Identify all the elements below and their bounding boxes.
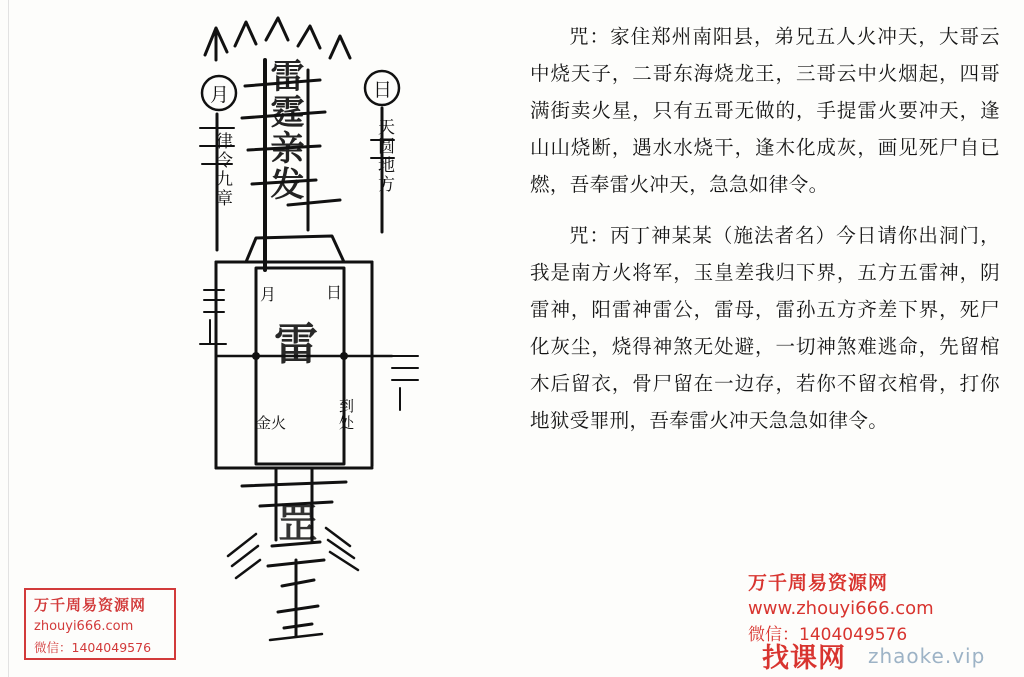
page-edge-line [8, 0, 9, 677]
watermark-site-name: 万千周易资源网 [748, 572, 889, 594]
talisman-top-glyph: 雷霆亲发 [264, 58, 304, 202]
paragraph-spell-2: 咒：丙丁神某某（施法者名）今日请你出洞门，我是南方火将军，玉皇差我归下界，五方五雷神，阴雷神，阳雷神雷公，雷母，雷孙五方齐差下界，死尸化灰尘，烧得神煞无处避，一切神煞难逃命，先留棺木后留衣，骨尸留在一边存，若你不留衣棺骨，打你地狱受罪刑，吾奉雷火冲天急急如律令。 [530, 224, 1000, 432]
talisman-small-left-label: 金火 [256, 414, 287, 432]
watermark-site-url: www.zhouyi666.com [748, 598, 934, 619]
watermark-wechat: 微信：1404049576 [748, 625, 908, 645]
talisman-moon-seal: 月 [210, 84, 230, 106]
resource-site-stamp [24, 588, 176, 660]
page-text-column [530, 18, 1000, 598]
paragraph-spell-1: 咒：家住郑州南阳县，弟兄五人火冲天，大哥云中烧天子，二哥东海烧龙王，三哥云中火烟起，四哥满街卖火星，只有五哥无做的，手提雷火要冲天，逢山山烧断，遇水水烧干，逢木化成灰，画见死尸自已燃，吾奉雷火冲天，急急如律令。 [530, 25, 1000, 196]
talisman-box-left-label: 月 [260, 285, 277, 304]
talisman-bottom-glyph: 罡 [278, 500, 318, 547]
talisman-left-column-text: 律令九章 [212, 132, 232, 208]
talisman-small-right-label: 到处 [337, 398, 355, 432]
stamp-site-url: zhouyi666.com [34, 619, 134, 634]
talisman-sun-seal: 日 [373, 79, 393, 101]
stamp-wechat: 微信：1404049576 [34, 640, 152, 655]
talisman-illustration [20, 0, 520, 677]
brand-name-watermark: 找课网 [762, 643, 846, 674]
brand-domain-watermark: zhaoke.vip [868, 644, 986, 668]
talisman-right-column-text: 天圆地方 [374, 118, 394, 194]
stamp-site-name: 万千周易资源网 [34, 596, 147, 614]
talisman-box-right-label: 日 [326, 283, 343, 302]
talisman-center-glyph: 雷 [274, 319, 318, 370]
